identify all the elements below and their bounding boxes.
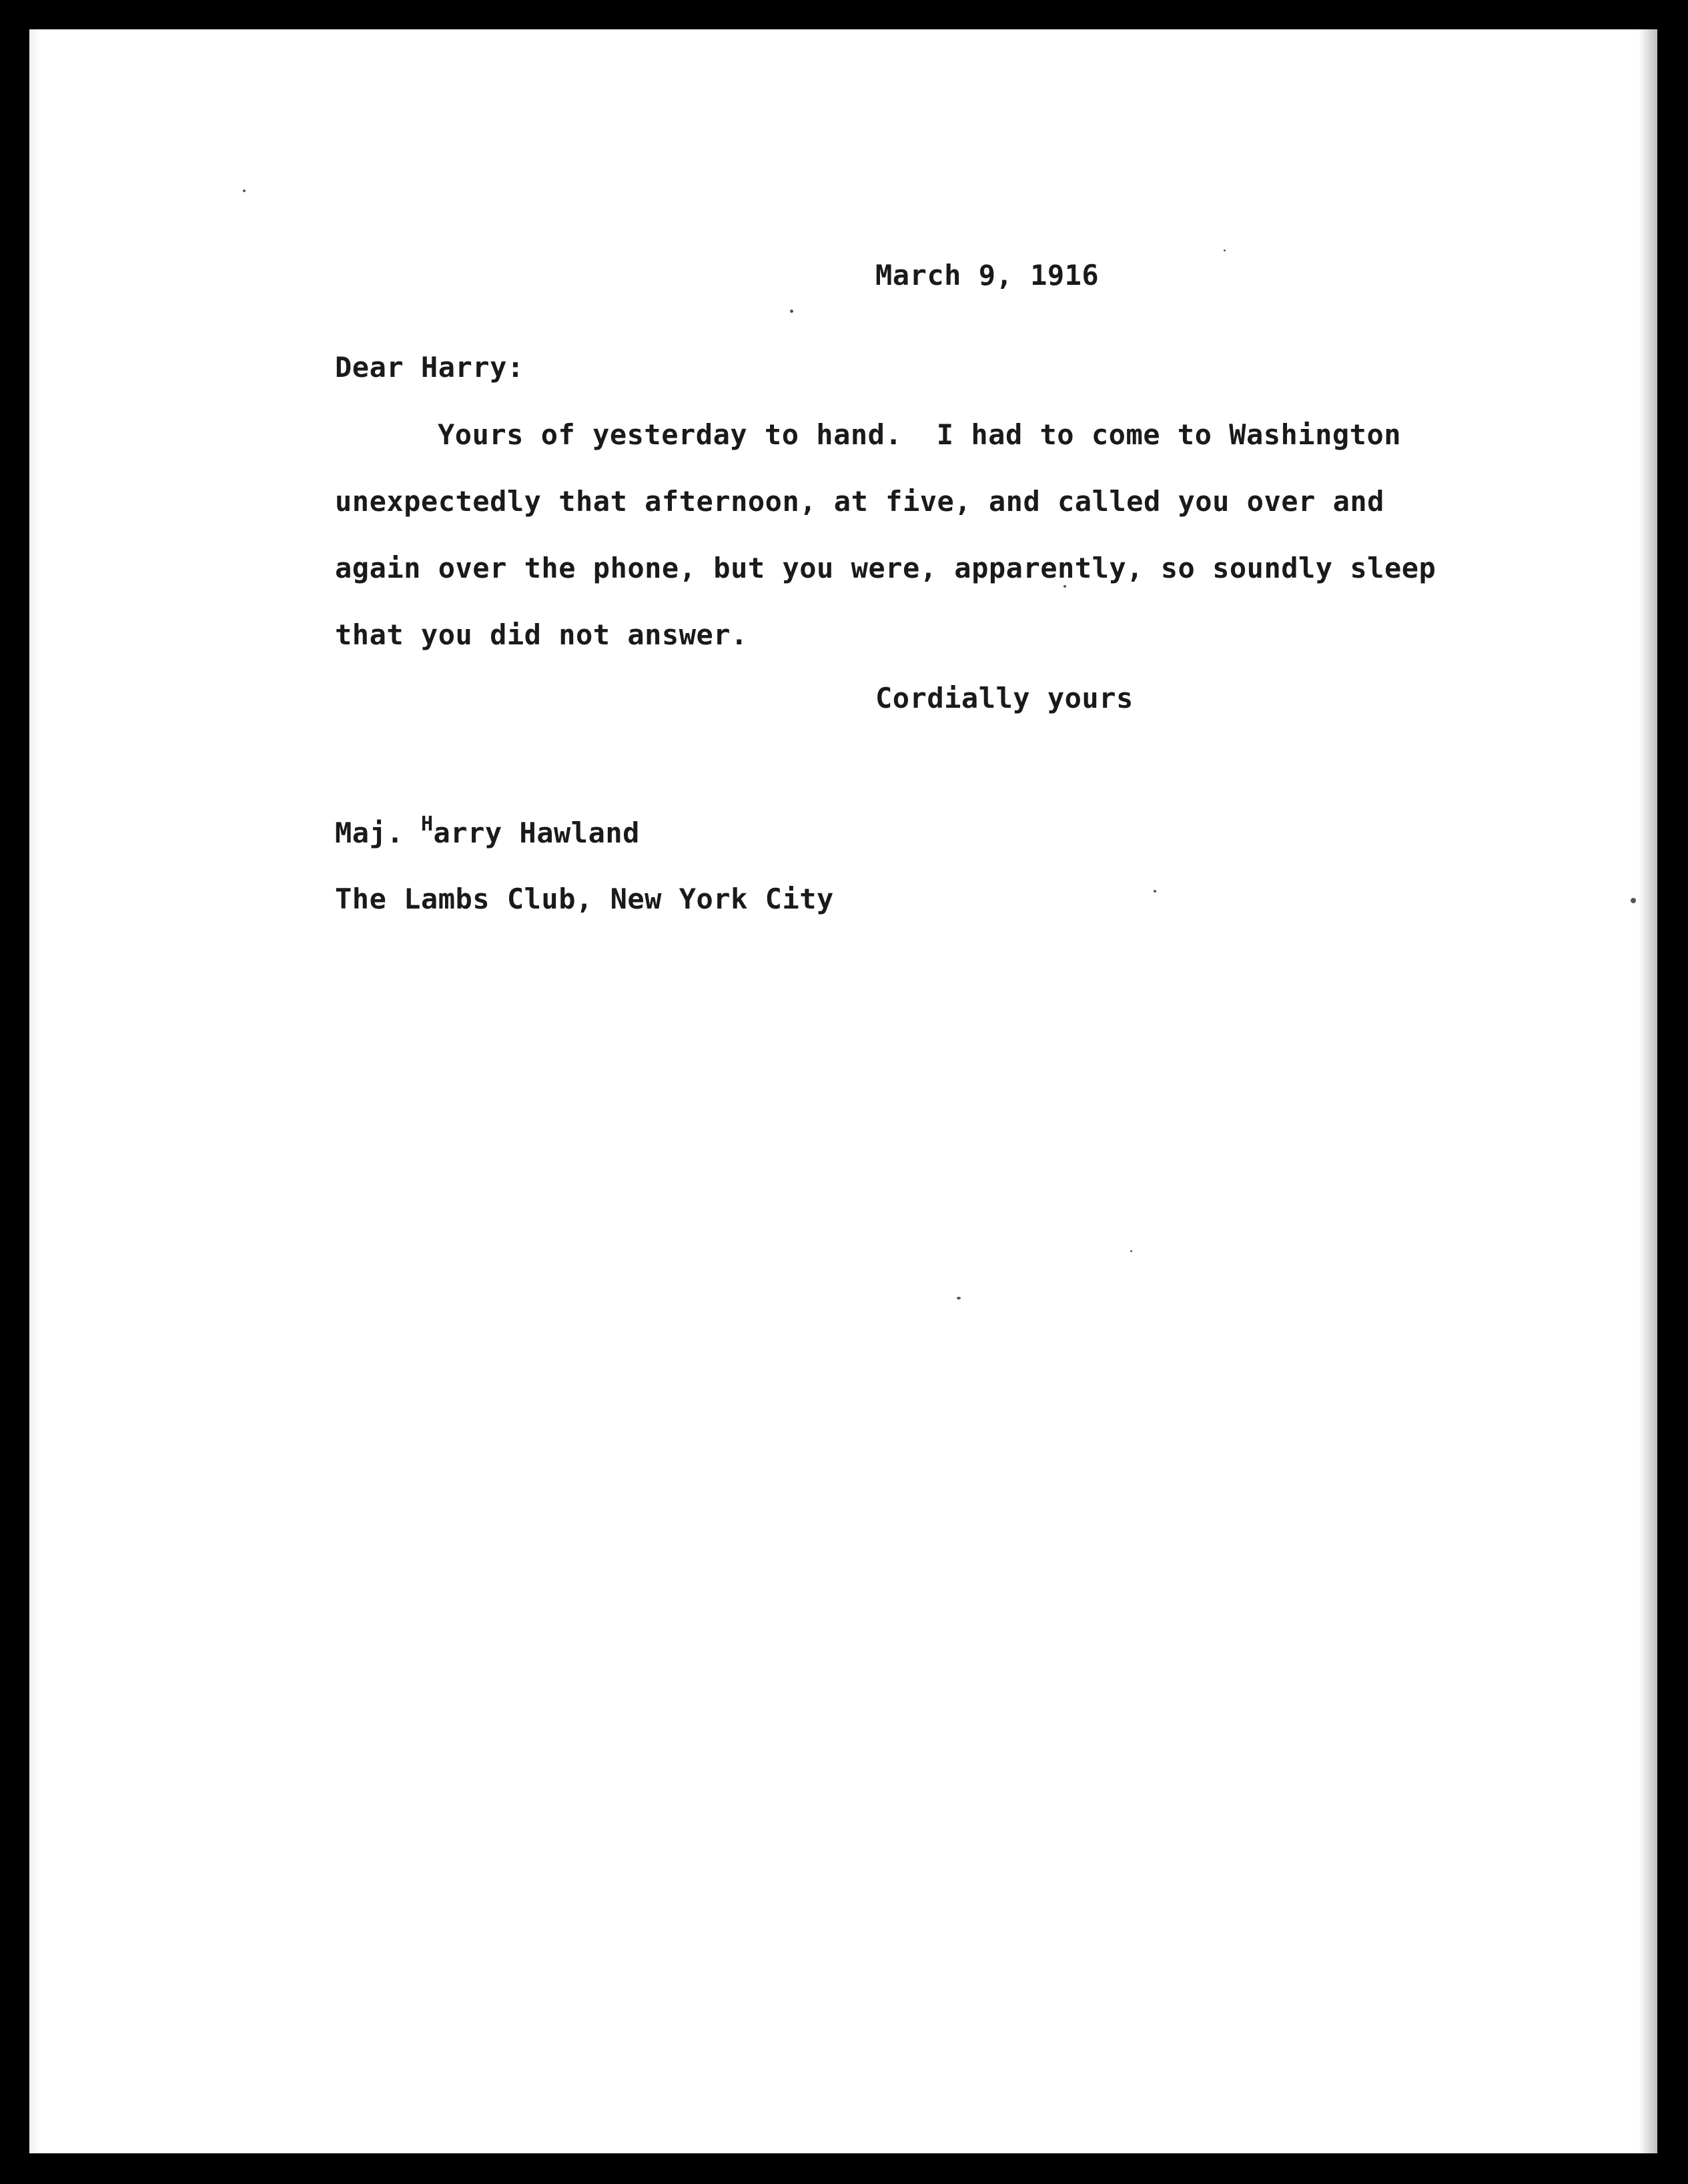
letter-page (29, 29, 1657, 2153)
scan-speck (1224, 249, 1226, 251)
recipient-address: The Lambs Club, New York City (335, 883, 834, 915)
recipient-name (335, 812, 640, 849)
body-line-4: that you did not answer. (335, 618, 748, 651)
salutation: Dear Harry: (335, 351, 524, 384)
closing: Cordially yours (875, 682, 1134, 714)
body-line-2: unexpectedly that afternoon, at five, and called you over and (335, 485, 1384, 518)
scan-edge-right (1639, 29, 1657, 2153)
recipient-initial: H (420, 812, 434, 836)
body-line-3: again over the phone, but you were, apparently, so soundly sleep (335, 552, 1436, 584)
scan-speck (790, 310, 793, 313)
scan-edge-left (29, 29, 40, 2153)
scan-speck (243, 189, 246, 192)
letter-date: March 9, 1916 (875, 259, 1100, 292)
recipient-prefix: Maj. (335, 816, 421, 849)
body-line-1: Yours of yesterday to hand. I had to come to Washington (438, 418, 1402, 451)
recipient-name-rest: arry Hawland (433, 816, 640, 849)
scan-speck (957, 1297, 961, 1299)
scan-speck (1631, 898, 1636, 903)
scan-speck (1130, 1250, 1132, 1252)
scan-speck (1154, 890, 1156, 893)
scan-speck (1064, 585, 1066, 588)
